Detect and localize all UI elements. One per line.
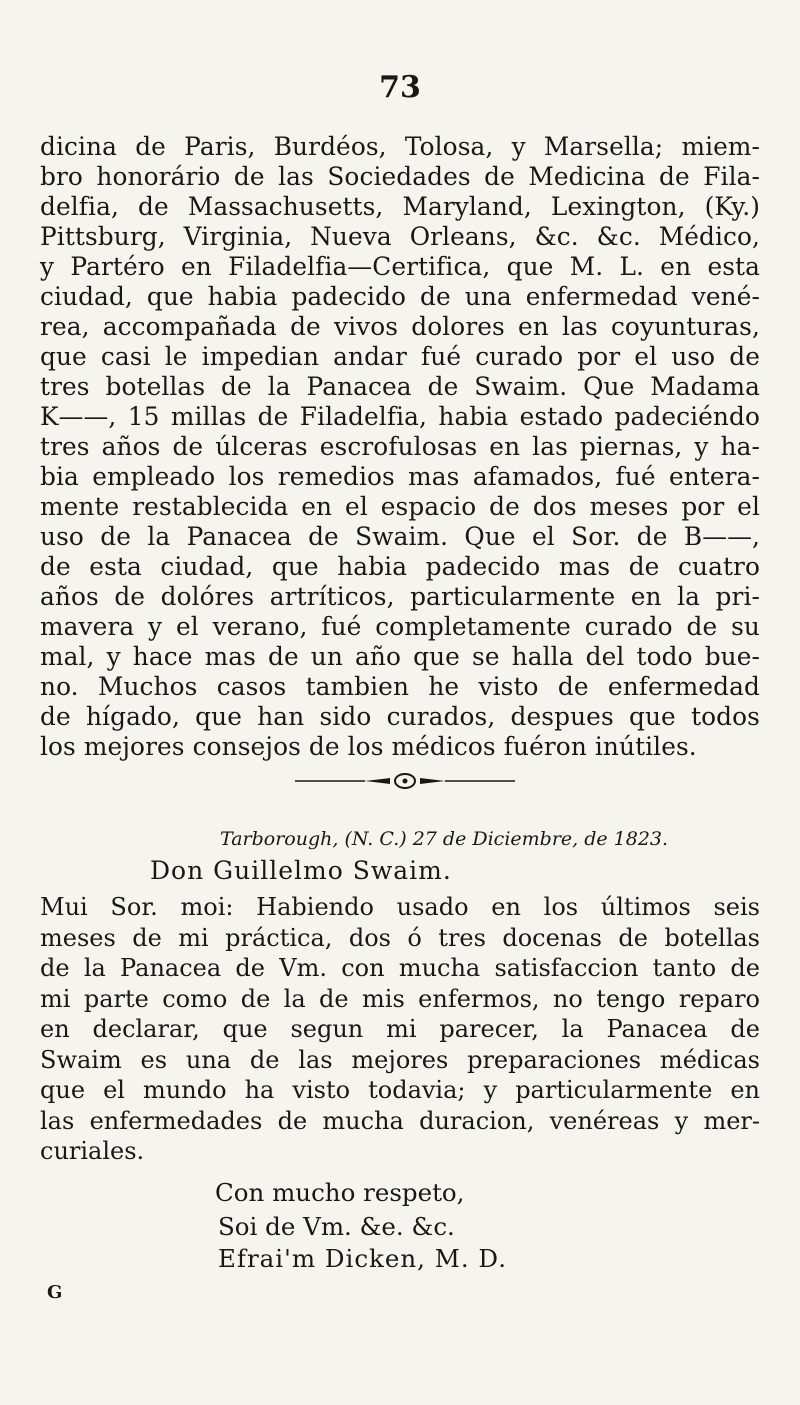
letter-line: mi parte como de la de mis enfermos, no tengo reparo (40, 984, 760, 1013)
letter-line: en declarar, que segun mi parecer, la Panacea de (40, 1015, 760, 1043)
text-line: los mejores consejos de los médicos fuéron inútiles. (40, 732, 697, 761)
text-line: delfia, de Massachusetts, Maryland, Lexington, (Ky.) (40, 192, 760, 221)
addressee: Don Guillelmo Swaim. (150, 856, 452, 885)
text-line: de esta ciudad, que habia padecido mas de cuatro (40, 552, 760, 581)
text-line: años de dolóres artríticos, particularmente en la pri- (40, 582, 760, 611)
text-line: de hígado, que han sido curados, despues que todos (40, 702, 760, 731)
dateline: Tarborough, (N. C.) 27 de Diciembre, de 1823. (220, 828, 669, 850)
letter-line: meses de mi práctica, dos ó tres docenas de botellas (40, 923, 760, 952)
text-line: K——, 15 millas de Filadelfia, habia estado padeciéndo (40, 402, 760, 431)
text-line: mavera y el verano, fué completamente curado de su (40, 612, 760, 641)
letter-line: de la Panacea de Vm. con mucha satisfaccion tanto de (40, 954, 760, 982)
letter-line: las enfermedades de mucha duracion, venéreas y mer- (40, 1106, 760, 1135)
text-line: y Partéro en Filadelfia—Certifica, que M. L. en esta (40, 252, 760, 281)
letter-line: Swaim es una de las mejores preparaciones médicas (40, 1045, 760, 1074)
text-line: bia empleado los remedios mas afamados, fué entera- (40, 462, 760, 491)
signature: Efrai'm Dicken, M. D. (218, 1244, 507, 1273)
text-line: bro honorário de las Sociedades de Medicina de Fila- (40, 162, 760, 191)
signature-mark: G (47, 1282, 63, 1303)
letter-line: Mui Sor. moi: Habiendo usado en los últimos seis (40, 893, 760, 921)
text-line: uso de la Panacea de Swaim. Que el Sor. de B——, (40, 522, 760, 551)
text-line: que casi le impedian andar fué curado por el uso de (40, 342, 760, 371)
text-line: tres botellas de la Panacea de Swaim. Que Madama (40, 372, 760, 401)
text-line: mal, y hace mas de un año que se halla del todo bue- (40, 642, 760, 671)
page-number: 73 (379, 70, 421, 105)
text-line: Pittsburg, Virginia, Nueva Orleans, &c. &c. Médico, (40, 222, 760, 251)
ornamental-divider (295, 770, 515, 792)
text-line: no. Muchos casos tambien he visto de enfermedad (40, 672, 760, 701)
letter-line: curiales. (40, 1137, 145, 1165)
closing-respect: Con mucho respeto, (215, 1178, 465, 1207)
text-line: ciudad, que habia padecido de una enfermedad vené- (40, 282, 760, 311)
text-line: mente restablecida en el espacio de dos meses por el (40, 492, 760, 521)
text-line: dicina de Paris, Burdéos, Tolosa, y Marsella; miem- (40, 132, 760, 161)
text-line: rea, accompañada de vivos dolores en las coyunturas, (40, 312, 760, 341)
closing-regards: Soi de Vm. &e. &c. (218, 1212, 455, 1241)
letter-line: que el mundo ha visto todavia; y particularmente en (40, 1076, 760, 1104)
text-line: tres años de úlceras escrofulosas en las piernas, y ha- (40, 432, 760, 461)
